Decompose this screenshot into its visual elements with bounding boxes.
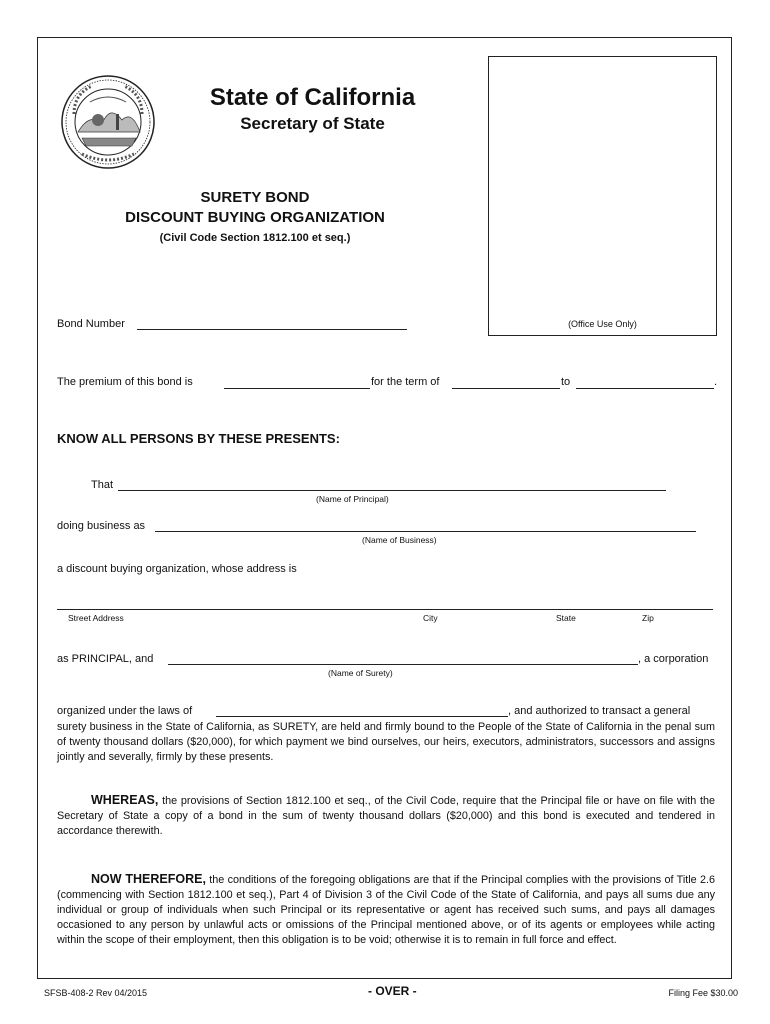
section-heading: KNOW ALL PERSONS BY THESE PRESENTS: xyxy=(57,431,340,446)
bond-number-field[interactable] xyxy=(137,329,407,330)
term-label: for the term of xyxy=(371,376,440,388)
address-field[interactable] xyxy=(57,609,713,610)
form-title: SURETY BOND xyxy=(200,189,310,206)
business-caption: (Name of Business) xyxy=(362,535,437,545)
surety-caption: (Name of Surety) xyxy=(328,668,393,678)
state-caption: State xyxy=(556,613,576,623)
address-intro: a discount buying organization, whose address is xyxy=(57,563,297,575)
premium-field[interactable] xyxy=(224,388,370,389)
now-therefore-text: the conditions of the foregoing obligations are that if the Principal complies with the provisions of Title 2.6 (commencing with Section 1812.100 et seq.), Part 4 of Division 3 of the Civil Code of the State of California, and pays all sums due any individual or group of individuals when such Principal or its representative or agent has received such sums, and pays all damages occasioned to any person by unlawful acts or omissions of the Principal mentioned above, or of its agents or employees while acting within the scope of their employment, then this obligation is to be void; otherwise it is to remain in full force and effect. xyxy=(57,874,715,946)
premium-label: The premium of this bond is xyxy=(57,376,193,388)
authorized-label: , and authorized to transact a general xyxy=(508,705,691,717)
zip-caption: Zip xyxy=(642,613,654,623)
principal-name-field[interactable] xyxy=(118,490,666,491)
surety-name-field[interactable] xyxy=(168,664,638,665)
office-use-label: (Office Use Only) xyxy=(568,319,637,329)
form-number: SFSB-408-2 Rev 04/2015 xyxy=(44,988,148,998)
california-state-seal xyxy=(60,74,156,170)
page-title: State of California xyxy=(209,84,416,111)
street-caption: Street Address xyxy=(68,613,124,623)
filing-fee: Filing Fee $30.00 xyxy=(668,988,738,998)
code-reference: (Civil Code Section 1812.100 et seq.) xyxy=(159,232,351,244)
office-use-box xyxy=(488,56,717,336)
dba-label: doing business as xyxy=(57,520,146,532)
over-indicator: - OVER - xyxy=(368,984,417,998)
term-end-field[interactable] xyxy=(576,388,714,389)
business-name-field[interactable] xyxy=(155,531,696,532)
city-caption: City xyxy=(423,613,438,623)
term-start-field[interactable] xyxy=(452,388,560,389)
state-of-laws-field[interactable] xyxy=(216,716,508,717)
that-label: That xyxy=(91,479,114,491)
form-subtitle: DISCOUNT BUYING ORGANIZATION xyxy=(125,209,385,226)
page-subtitle: Secretary of State xyxy=(240,114,385,133)
whereas-text: the provisions of Section 1812.100 et seq., of the Civil Code, require that the Principal file or have on file with the Secretary of State a copy of a bond in the sum of twenty thousand dollars ($20,000) and this bond is executed and tendered in accordance therewith. xyxy=(57,795,715,837)
now-therefore-lead: NOW THEREFORE, xyxy=(91,872,206,886)
to-label: to xyxy=(561,376,571,388)
principal-and-label: as PRINCIPAL, and xyxy=(57,653,154,665)
principal-caption: (Name of Principal) xyxy=(316,494,389,504)
bond-number-label: Bond Number xyxy=(57,318,125,330)
organized-label: organized under the laws of xyxy=(57,705,193,717)
whereas-paragraph xyxy=(57,793,715,839)
now-therefore-paragraph xyxy=(57,872,715,948)
corporation-label: , a corporation xyxy=(638,653,709,665)
period-mark: . xyxy=(714,376,718,388)
surety-paragraph: surety business in the State of California, as SURETY, are held and firmly bound to the People of the State of California in the penal sum of twenty thousand dollars ($20,000), for which payment we bind ourselves, our heirs, executors, administrators, successors and assigns jointly and severally, firmly by these presents. xyxy=(57,721,715,763)
whereas-lead: WHEREAS, xyxy=(91,793,159,807)
